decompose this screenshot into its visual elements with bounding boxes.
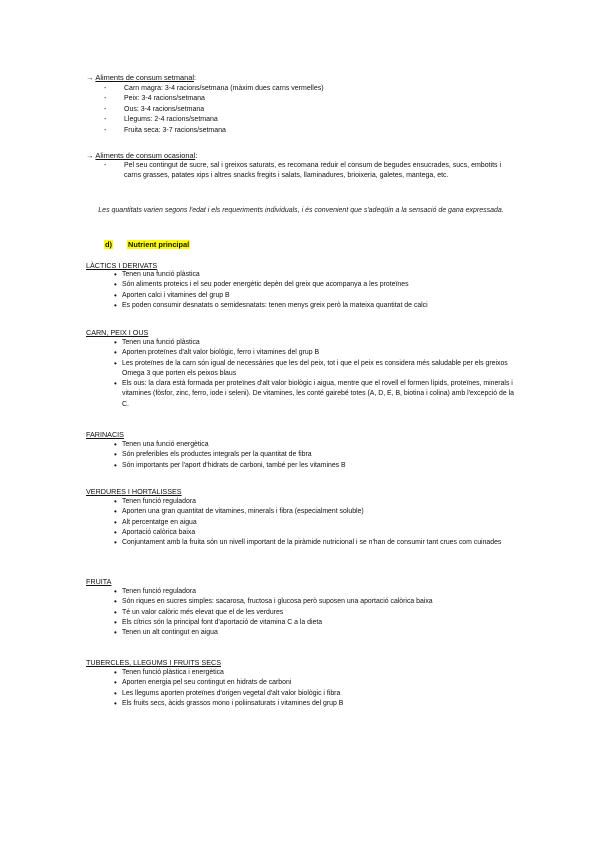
- list-item: • Es poden consumir desnatats o semidesnatats: tenen menys greix però la mateixa quantitat de calci: [104, 301, 518, 311]
- principal-title: Nutrient principal: [127, 240, 190, 249]
- occasional-title: Aliments de consum ocasional: [95, 151, 196, 160]
- principal-heading: [104, 240, 190, 250]
- list-item: - Carn magra: 3-4 racions/setmana (màxim dues carns vermelles): [104, 84, 324, 94]
- list-item: • Tenen una funció plàstica: [104, 338, 518, 348]
- weekly-heading: → Aliments de consum setmanal:: [86, 73, 197, 82]
- occasional-paragraph: - Pel seu contingut de sucre, sal i greixos saturats, es recomana reduir el consum de begudes ensucrades, sucs, embotits i carns grasses, patates xips i altres snacks fregits i salats, llaminadures, brioixeria, galetes, mantega, etc.: [104, 162, 502, 180]
- list-item: • Són importants per l'aport d'hidrats de carboni, també per les vitamines B: [104, 461, 518, 471]
- section-title-fruita: FRUITA: [86, 577, 112, 586]
- list-item: • Aporten energia pel seu contingut en hidrats de carboni: [104, 678, 518, 688]
- section-list-lactics: [104, 270, 518, 311]
- weekly-title: Aliments de consum setmanal: [95, 73, 194, 82]
- list-item: • Tenen una funció energètica: [104, 440, 518, 450]
- list-item: • Tenen una funció plàstica: [104, 270, 518, 280]
- list-item: • Els ous: la clara està formada per proteïnes d'alt valor biològic i aigua, mentre que el rovell el formen lípids, proteïnes, minerals i vitamines (fòsfor, zinc, ferro, iode i seleni). De vitamines, les conté gairebé totes (A, D, E, B, biotina i colina) amb l'excepció de la C.: [104, 379, 518, 410]
- list-item: - Ous: 3-4 racions/setmana: [104, 105, 324, 115]
- list-item: • Aporten proteïnes d'alt valor biològic, ferro i vitamines del grup B: [104, 348, 518, 358]
- list-item: - Llegums: 2-4 racions/setmana: [104, 115, 324, 125]
- occasional-heading: → Aliments de consum ocasional:: [86, 151, 198, 160]
- list-item: • Els cítrics són la principal font d'aportació de vitamina C a la dieta: [104, 618, 518, 628]
- section-list-tubercles: [104, 668, 518, 709]
- arrow-right-icon: →: [86, 151, 94, 160]
- list-item: • Tenen funció plàstica i energètica: [104, 668, 518, 678]
- section-list-carn: [104, 338, 518, 410]
- section-list-farinacis: [104, 440, 518, 471]
- list-item: - Fruita seca: 3-7 racions/setmana: [104, 126, 324, 136]
- list-item: • Són riques en sucres simples: sacarosa, fructosa i glucosa però suposen una aportació calòrica baixa: [104, 597, 518, 607]
- section-title-tubercles: TUBERCLES, LLEGUMS I FRUITS SECS: [86, 658, 221, 667]
- list-item: • Tenen un alt contingut en aigua: [104, 628, 518, 638]
- list-item: • Les llegums aporten proteïnes d'origen vegetal d'alt valor biològic i fibra: [104, 689, 518, 699]
- list-item: • Alt percentatge en aigua: [104, 518, 518, 528]
- list-item: • Aporten una gran quantitat de vitamines, minerals i fibra (especialment soluble): [104, 507, 518, 517]
- section-list-verdures: [104, 497, 518, 548]
- list-item: • Són aliments proteics i el seu poder energètic depèn del greix que acompanya a les proteïnes: [104, 280, 518, 290]
- quantities-note: Les quantitats varien segons l'edat i els requeriments individuals, i és convenient que s'adeqüin a la sensació de gana expressada.: [98, 207, 504, 214]
- list-item: • Té un valor calòric més elevat que el de les verdures: [104, 608, 518, 618]
- list-item: • Aporten calci i vitamines del grup B: [104, 291, 518, 301]
- list-item: • Són preferibles els productes integrals per la quantitat de fibra: [104, 450, 518, 460]
- list-item: • Tenen funció reguladora: [104, 497, 518, 507]
- list-item: • Tenen funció reguladora: [104, 587, 518, 597]
- section-title-lactics: LÀCTICS I DERIVATS: [86, 261, 158, 270]
- section-list-fruita: [104, 587, 518, 638]
- list-item: - Peix: 3-4 racions/setmana: [104, 94, 324, 104]
- section-title-farinacis: FARINACIS: [86, 430, 124, 439]
- weekly-list: [104, 84, 324, 136]
- list-item: • Les proteïnes de la carn són igual de necessàries que les del peix, tot i que el peix es considera més saludable per els greixos Omega 3 que porten els peixos blaus: [104, 359, 518, 380]
- section-title-verdures: VERDURES I HORTALISSES: [86, 487, 182, 496]
- list-item: • Conjuntament amb la fruita són un nivell important de la piràmide nutricional i se n'han de consumir tant crues com cuinades: [104, 538, 518, 548]
- list-item: • Aportació calòrica baixa: [104, 528, 518, 538]
- principal-letter: d): [105, 240, 112, 249]
- section-title-carn: CARN, PEIX I OUS: [86, 328, 149, 337]
- arrow-right-icon: →: [86, 73, 94, 82]
- list-item: • Els fruits secs, àcids grassos mono i poliinsaturats i vitamines del grup B: [104, 699, 518, 709]
